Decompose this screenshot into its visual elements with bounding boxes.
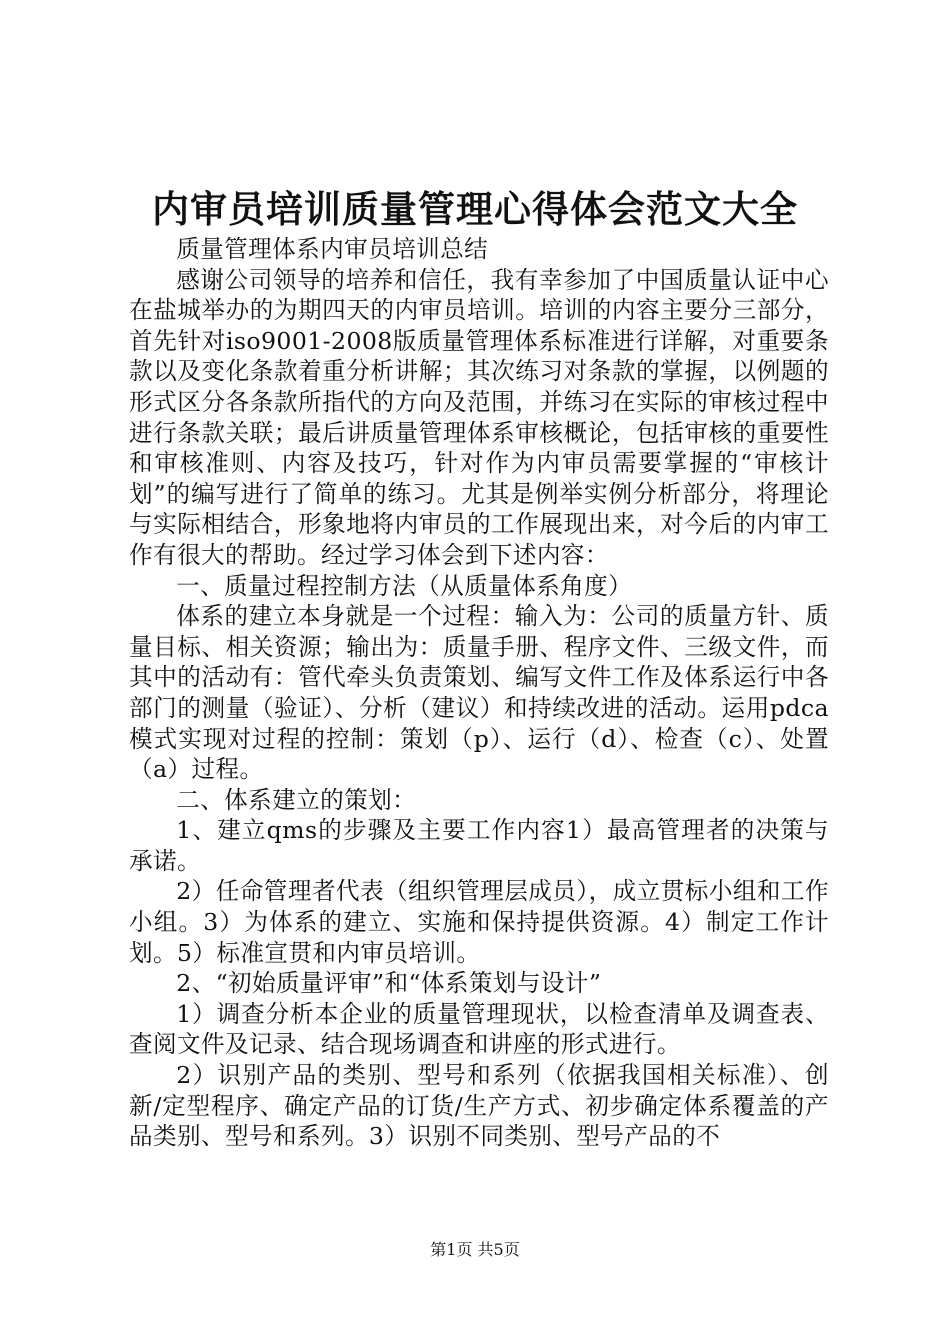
section-heading: 二、体系建立的策划： — [176, 785, 417, 814]
paragraph: 2）识别产品的类别、型号和系列（依据我国相关标准）、创新/定型程序、确定产品的订货/生产方式、初步确定体系覆盖的产品类别、型号和系列。3）识别不同类别、型号产品的不 — [129, 1061, 829, 1151]
section-heading: 质量管理体系内审员培训总结 — [176, 235, 489, 263]
paragraph: 体系的建立本身就是一个过程：输入为：公司的质量方针、质量目标、相关资源；输出为：质量手册、程序文件、三级文件，而其中的活动有：管代牵头负责策划、编写文件工作及体系运行中各部门的测量（验证）、分析（建议）和持续改进的活动。运用pdca模式实现对过程的控制：策划（p）、运行（d）、检查（c）、处置（a）过程。 — [129, 602, 829, 784]
paragraph-intro: 感谢公司领导的培养和信任，我有幸参加了中国质量认证中心在盐城举办的为期四天的内审员培训。培训的内容主要分三部分，首先针对iso9001-2008版质量管理体系标准进行详解，对重要条款以及变化条款着重分析讲解；其次练习对条款的掌握，以例题的形式区分各条款所指代的方向及范围，并练习在实际的审核过程中进行条款关联；最后讲质量管理体系审核概论，包括审核的重要性和审核准则、内容及技巧，针对作为内审员需要掌握的“审核计划”的编写进行了简单的练习。尤其是例举实例分析部分，将理论与实际相结合，形象地将内审员的工作展现出来，对今后的内审工作有很大的帮助。经过学习体会到下述内容： — [129, 265, 829, 569]
section-heading: 一、质量过程控制方法（从质量体系角度） — [176, 571, 633, 600]
paragraph: 1、建立qms的步骤及主要工作内容1）最高管理者的决策与承诺。 — [129, 816, 829, 875]
document-body — [129, 234, 829, 1152]
paragraph: 2）任命管理者代表（组织管理层成员），成立贯标小组和工作小组。3）为体系的建立、实施和保持提供资源。4）制定工作计划。5）标准宣贯和内审员培训。 — [129, 877, 829, 967]
section-heading: 2、“初始质量评审”和“体系策划与设计” — [176, 969, 602, 998]
document-title: 内审员培训质量管理心得体会范文大全 — [152, 187, 798, 231]
page-footer: 第1页 共5页 — [430, 1240, 520, 1259]
paragraph: 1）调查分析本企业的质量管理现状，以检查清单及调查表、查阅文件及记录、结合现场调查和讲座的形式进行。 — [129, 999, 829, 1059]
